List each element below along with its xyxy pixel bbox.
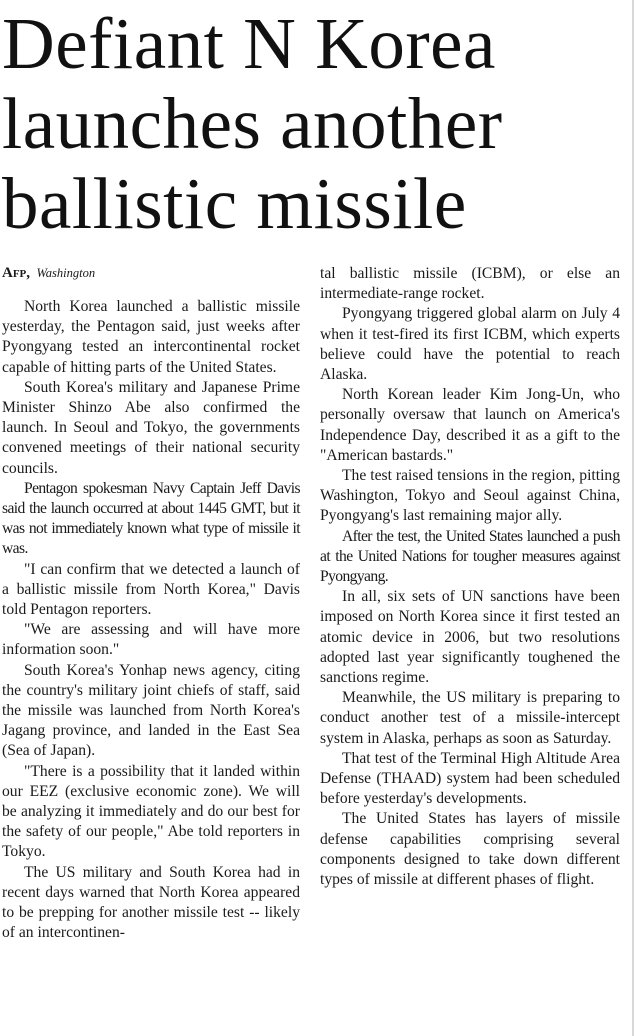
paragraph: After the test, the United States launched a push at the United Nations for tougher measures against Pyongyang. (320, 527, 620, 586)
article-column-left (2, 297, 300, 944)
byline-agency: Afp, (2, 265, 31, 281)
article-column-right (320, 264, 620, 890)
headline-line-3: ballistic missile (2, 163, 467, 244)
paragraph: South Korea's military and Japanese Prime Minister Shinzo Abe also confirmed the launch. In Seoul and Tokyo, the governments convened meetings of their national security councils. (2, 378, 300, 477)
byline-location: Washington (36, 266, 96, 280)
paragraph: "There is a possibility that it landed within our EEZ (exclusive economic zone). We will be analyzing it immediately and do our best for the safety of our people," Abe told reporters in Tokyo. (2, 762, 300, 861)
paragraph: Pentagon spokesman Navy Captain Jeff Davis said the launch occurred at about 1445 GMT, but it was not immediately known what type of missile it was. (2, 479, 300, 558)
paragraph: "We are assessing and will have more information soon." (2, 621, 300, 659)
paragraph: The US military and South Korea had in recent days warned that North Korea appeared to be prepping for another missile test -- likely of an intercontinen- (2, 863, 300, 942)
paragraph: North Korean leader Kim Jong-Un, who personally oversaw that launch on America's Independence Day, described it as a gift to the "American bastards." (320, 386, 620, 464)
paragraph: Pyongyang triggered global alarm on July 4 when it test-fired its first ICBM, which experts believe could have the potential to reach Alaska. (320, 305, 620, 384)
paragraph: Meanwhile, the US military is preparing to conduct another test of a missile-intercept system in Alaska, perhaps as soon as Saturday. (320, 689, 620, 747)
byline (2, 264, 95, 283)
headline-line-2: launches another (2, 83, 503, 164)
paragraph: South Korea's Yonhap news agency, citing the country's military joint chiefs of staff, said the missile was launched from North Korea's Jagang province, and landed in the East Sea (Sea of Japan). (2, 661, 300, 760)
headline (2, 4, 630, 244)
paragraph: "I can confirm that we detected a launch of a ballistic missile from North Korea," Davis told Pentagon reporters. (2, 560, 300, 619)
paragraph: tal ballistic missile (ICBM), or else an intermediate-range rocket. (320, 265, 620, 303)
paragraph: The United States has layers of missile defense capabilities comprising several components designed to take down different types of missile at different phases of flight. (320, 810, 620, 889)
paragraph: The test raised tensions in the region, pitting Washington, Tokyo and Seoul against China, Pyongyang's last remaining major ally. (320, 467, 620, 525)
paragraph: In all, six sets of UN sanctions have been imposed on North Korea since it first tested an atomic device in 2006, but two resolutions adopted last year significantly toughened the sanctions regime. (320, 588, 620, 687)
paragraph: North Korea launched a ballistic missile yesterday, the Pentagon said, just weeks after Pyongyang tested an intercontinental rocket capable of hitting parts of the United States. (2, 298, 300, 376)
headline-line-1: Defiant N Korea (2, 3, 496, 84)
paragraph: That test of the Terminal High Altitude Area Defense (THAAD) system had been scheduled before yesterday's developments. (320, 749, 620, 808)
